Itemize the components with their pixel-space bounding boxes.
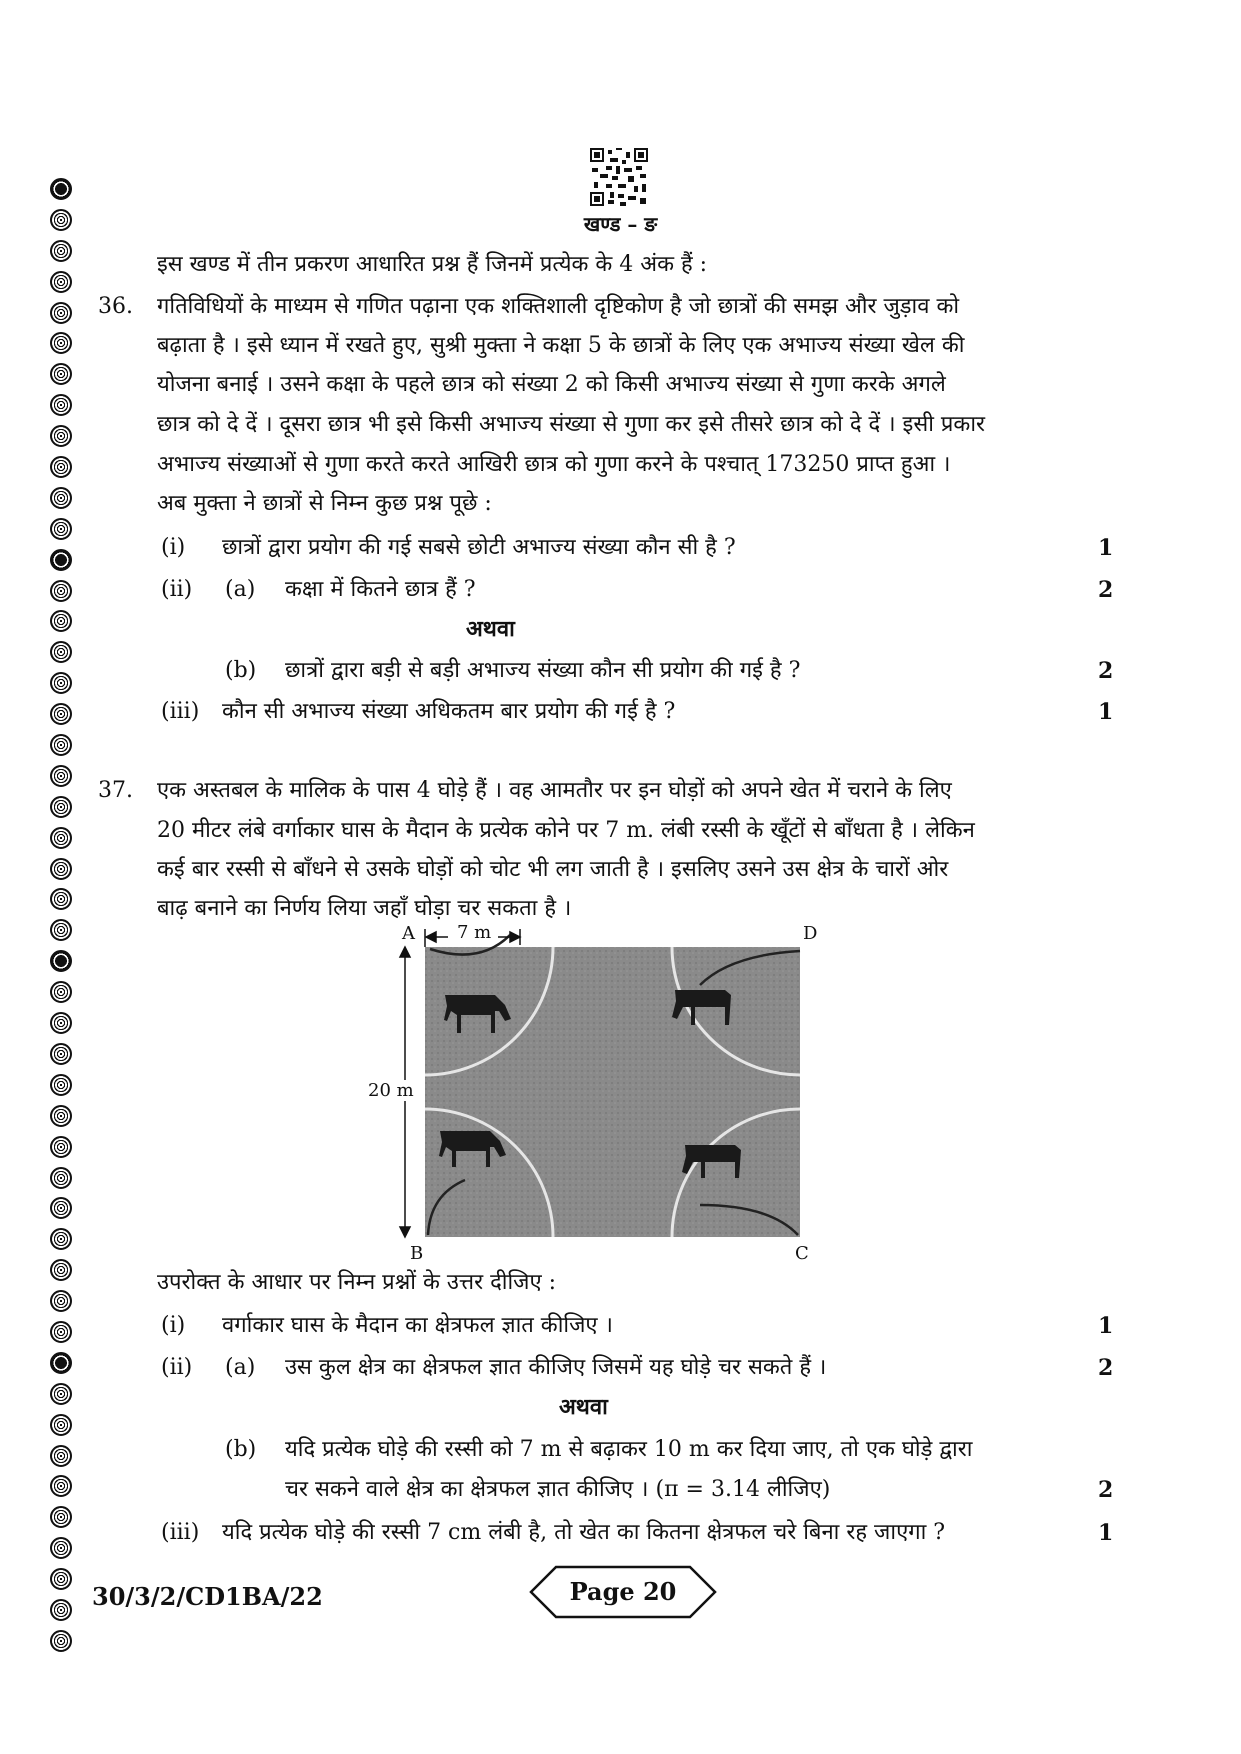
margin-ring-icon <box>50 1167 72 1189</box>
q36-sub-i-text: छात्रों द्वारा प्रयोग की गई सबसे छोटी अभाज्य संख्या कौन सी है ? <box>222 535 736 560</box>
q37-sub-ii-label: (ii) <box>161 1355 193 1380</box>
q36-sub-ii-a-marks: 2 <box>1098 577 1114 603</box>
q37-sub-i-marks: 1 <box>1098 1313 1114 1339</box>
q37-or-label: अथवा <box>559 1394 608 1420</box>
margin-ring-icon <box>50 950 72 972</box>
q37-sub-i-text: वर्गाकार घास के मैदान का क्षेत्रफल ज्ञात कीजिए । <box>222 1313 613 1338</box>
margin-ring-icon <box>50 672 72 694</box>
q37-sub-ii-a-label: (a) <box>225 1355 256 1380</box>
margin-ring-icon <box>50 1352 72 1374</box>
q37-sub-iii-marks: 1 <box>1098 1520 1114 1546</box>
section-intro: इस खण्ड में तीन प्रकरण आधारित प्रश्न हैं जिनमें प्रत्येक के 4 अंक हैं : <box>157 252 708 277</box>
q37-line-4: बाढ़ बनाने का निर्णय लिया जहाँ घोड़ा चर सकता है । <box>157 896 572 921</box>
q36-or-label: अथवा <box>466 616 515 642</box>
margin-ring-icon <box>50 1506 72 1528</box>
field-figure <box>368 922 830 1265</box>
margin-ring-icon <box>50 240 72 262</box>
q37-sub-ii-b-label: (b) <box>225 1437 257 1462</box>
q36-sub-i-label: (i) <box>161 535 186 560</box>
qr-code-icon <box>590 148 648 206</box>
margin-ring-icon <box>50 1012 72 1034</box>
q37-prompt: उपरोक्त के आधार पर निम्न प्रश्नों के उत्तर दीजिए : <box>157 1270 557 1295</box>
q36-sub-ii-label: (ii) <box>161 577 193 602</box>
margin-ring-icon <box>50 765 72 787</box>
q36-sub-iii-marks: 1 <box>1098 699 1114 725</box>
corner-d-label: D <box>803 923 818 944</box>
corner-c-label: C <box>795 1243 809 1264</box>
q37-sub-ii-a-marks: 2 <box>1098 1355 1114 1381</box>
margin-ring-icon <box>50 1568 72 1590</box>
q36-line-2: बढ़ाता है । इसे ध्यान में रखते हुए, सुश्री मुक्ता ने कक्षा 5 के छात्रों के लिए एक अभाज्य संख्या खेल की <box>157 333 965 358</box>
margin-ring-icon <box>50 888 72 910</box>
q36-sub-i-marks: 1 <box>1098 535 1114 561</box>
margin-ring-icon <box>50 1074 72 1096</box>
q37-sub-i-label: (i) <box>161 1313 186 1338</box>
margin-ring-icon <box>50 425 72 447</box>
margin-ring-icon <box>50 549 72 571</box>
q36-line-1: गतिविधियों के माध्यम से गणित पढ़ाना एक शक्तिशाली दृष्टिकोण है जो छात्रों की समझ और जुड़ाव को <box>157 294 960 319</box>
margin-ring-icon <box>50 456 72 478</box>
margin-ring-icon <box>50 641 72 663</box>
page-number-badge <box>528 1564 718 1620</box>
side-length-label: 20 m <box>368 1080 414 1101</box>
margin-ring-icon <box>50 271 72 293</box>
section-title: खण्ड – ङ <box>583 212 658 236</box>
q36-line-5: अभाज्य संख्याओं से गुणा करते करते आखिरी छात्र को गुणा करने के पश्चात् 173250 प्राप्त हुआ । <box>157 452 951 477</box>
margin-ring-icon <box>50 796 72 818</box>
margin-ring-icon <box>50 1136 72 1158</box>
margin-ring-icon <box>50 1630 72 1652</box>
margin-ring-icon <box>50 1537 72 1559</box>
q37-sub-ii-b-line-2: चर सकने वाले क्षेत्र का क्षेत्रफल ज्ञात कीजिए । (π = 3.14 लीजिए) <box>285 1477 831 1502</box>
margin-ring-strip <box>44 178 78 1661</box>
q36-line-4: छात्र को दे दें । दूसरा छात्र भी इसे किसी अभाज्य संख्या से गुणा कर इसे तीसरे छात्र को दे दें । इसी प्रकार <box>157 412 986 437</box>
q36-sub-ii-b-marks: 2 <box>1098 658 1114 684</box>
corner-a-label: A <box>402 923 415 944</box>
margin-ring-icon <box>50 827 72 849</box>
margin-ring-icon <box>50 1290 72 1312</box>
margin-ring-icon <box>50 1414 72 1436</box>
margin-ring-icon <box>50 302 72 324</box>
margin-ring-icon <box>50 1197 72 1219</box>
corner-b-label: B <box>410 1243 424 1264</box>
margin-ring-icon <box>50 919 72 941</box>
field-diagram <box>370 925 830 1265</box>
margin-ring-icon <box>50 178 72 200</box>
q36-sub-ii-b-text: छात्रों द्वारा बड़ी से बड़ी अभाज्य संख्या कौन सी प्रयोग की गई है ? <box>285 658 801 683</box>
question-36-number: 36. <box>98 294 133 319</box>
margin-ring-icon <box>50 981 72 1003</box>
rope-length-label: 7 m <box>457 922 492 943</box>
q36-sub-ii-a-text: कक्षा में कितने छात्र हैं ? <box>285 577 476 602</box>
margin-ring-icon <box>50 394 72 416</box>
margin-ring-icon <box>50 1228 72 1250</box>
q36-line-6: अब मुक्ता ने छात्रों से निम्न कुछ प्रश्न पूछे : <box>157 491 492 516</box>
margin-ring-icon <box>50 332 72 354</box>
question-37-number: 37. <box>98 778 133 803</box>
margin-ring-icon <box>50 1475 72 1497</box>
margin-ring-icon <box>50 1445 72 1467</box>
q36-sub-iii-text: कौन सी अभाज्य संख्या अधिकतम बार प्रयोग की गई है ? <box>222 699 676 724</box>
page-number: Page 20 <box>569 1577 677 1606</box>
paper-code: 30/3/2/CD1BA/22 <box>92 1582 323 1611</box>
margin-ring-icon <box>50 703 72 725</box>
margin-ring-icon <box>50 1383 72 1405</box>
margin-ring-icon <box>50 1043 72 1065</box>
margin-ring-icon <box>50 518 72 540</box>
q36-line-3: योजना बनाई । उसने कक्षा के पहले छात्र को संख्या 2 को किसी अभाज्य संख्या से गुणा करके अगले <box>157 372 946 397</box>
margin-ring-icon <box>50 580 72 602</box>
q37-sub-ii-b-line-1: यदि प्रत्येक घोड़े की रस्सी को 7 m से बढ़ाकर 10 m कर दिया जाए, तो एक घोड़े द्वारा <box>285 1437 973 1462</box>
margin-ring-icon <box>50 1321 72 1343</box>
q36-sub-iii-label: (iii) <box>161 699 200 724</box>
grass-field <box>425 947 800 1237</box>
q37-sub-ii-a-text: उस कुल क्षेत्र का क्षेत्रफल ज्ञात कीजिए जिसमें यह घोड़े चर सकते हैं । <box>285 1355 827 1380</box>
margin-ring-icon <box>50 487 72 509</box>
margin-ring-icon <box>50 1105 72 1127</box>
q37-sub-iii-label: (iii) <box>161 1520 200 1545</box>
q37-line-3: कई बार रस्सी से बाँधने से उसके घोड़ों को चोट भी लग जाती है । इसलिए उसने उस क्षेत्र के चारों ओर <box>157 857 949 882</box>
q37-sub-ii-b-marks: 2 <box>1098 1477 1114 1503</box>
margin-ring-icon <box>50 1599 72 1621</box>
margin-ring-icon <box>50 858 72 880</box>
q36-sub-ii-a-label: (a) <box>225 577 256 602</box>
q37-line-1: एक अस्तबल के मालिक के पास 4 घोड़े हैं । वह आमतौर पर इन घोड़ों को अपने खेत में चराने के लिए <box>157 778 952 803</box>
margin-ring-icon <box>50 1259 72 1281</box>
margin-ring-icon <box>50 363 72 385</box>
q36-sub-ii-b-label: (b) <box>225 658 257 683</box>
margin-ring-icon <box>50 610 72 632</box>
q37-sub-iii-text: यदि प्रत्येक घोड़े की रस्सी 7 cm लंबी है, तो खेत का कितना क्षेत्रफल चरे बिना रह जाएगा ? <box>222 1520 946 1545</box>
q37-line-2: 20 मीटर लंबे वर्गाकार घास के मैदान के प्रत्येक कोने पर 7 m. लंबी रस्सी के खूँटों से बाँधता है । लेकिन <box>157 818 975 843</box>
margin-ring-icon <box>50 734 72 756</box>
